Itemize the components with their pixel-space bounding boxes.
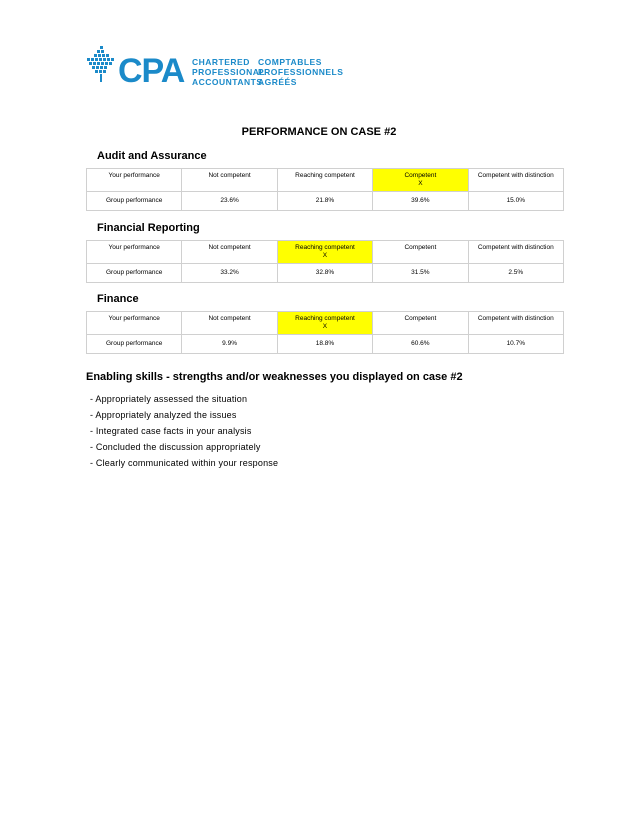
group-value: 21.8% (277, 192, 372, 211)
cpa-wordmark: CPA (118, 52, 185, 90)
group-value: 39.6% (373, 192, 468, 211)
group-value: 33.2% (182, 264, 277, 283)
group-performance-row (87, 335, 564, 354)
level-cell: Competent with distinction (468, 241, 563, 264)
your-performance-row (87, 169, 564, 192)
level-cell-selected: Competent X (373, 169, 468, 192)
group-performance-row (87, 192, 564, 211)
section-title-finance: Finance (97, 293, 139, 305)
row-label: Group performance (87, 264, 182, 283)
level-cell-selected: Reaching competent X (277, 241, 372, 264)
level-cell: Competent (373, 312, 468, 335)
group-value: 60.6% (373, 335, 468, 354)
cpa-logo (84, 44, 344, 96)
page-title: PERFORMANCE ON CASE #2 (241, 126, 397, 138)
logo-french-text: COMPTABLES PROFESSIONNELS AGRÉÉS (258, 57, 344, 87)
skill-item: - Appropriately assessed the situation (90, 394, 248, 404)
maple-leaf-icon (84, 44, 120, 94)
selected-mark: X (418, 180, 423, 187)
skill-item: - Integrated case facts in your analysis (90, 426, 252, 436)
skills-title: Enabling skills - strengths and/or weaknesses you displayed on case #2 (86, 371, 463, 383)
performance-table-financial-reporting (86, 240, 564, 283)
section-title-audit: Audit and Assurance (97, 150, 207, 162)
level-cell: Reaching competent (277, 169, 372, 192)
group-value: 15.0% (468, 192, 563, 211)
skill-item: - Concluded the discussion appropriately (90, 442, 261, 452)
row-label: Group performance (87, 335, 182, 354)
your-performance-row (87, 241, 564, 264)
group-value: 32.8% (277, 264, 372, 283)
row-label: Your performance (87, 169, 182, 192)
group-value: 2.5% (468, 264, 563, 283)
performance-table-audit (86, 168, 564, 211)
selected-mark: X (322, 252, 328, 259)
level-cell: Not competent (182, 241, 277, 264)
group-value: 10.7% (468, 335, 563, 354)
level-cell: Competent (373, 241, 468, 264)
level-cell: Not competent (182, 169, 277, 192)
group-value: 23.6% (182, 192, 277, 211)
level-cell: Competent with distinction (468, 169, 563, 192)
group-value: 18.8% (277, 335, 372, 354)
level-cell: Not competent (182, 312, 277, 335)
row-label: Group performance (87, 192, 182, 211)
group-performance-row (87, 264, 564, 283)
level-cell: Competent with distinction (468, 312, 563, 335)
row-label: Your performance (87, 312, 182, 335)
selected-mark: X (322, 323, 328, 330)
group-value: 31.5% (373, 264, 468, 283)
logo-english-text: CHARTERED PROFESSIONAL ACCOUNTANTS (192, 57, 266, 87)
skill-item: - Clearly communicated within your response (90, 458, 279, 468)
performance-table-finance (86, 311, 564, 354)
level-cell-selected: Reaching competent X (277, 312, 372, 335)
skills-list (90, 391, 278, 471)
group-value: 9.9% (182, 335, 277, 354)
section-title-financial-reporting: Financial Reporting (97, 222, 200, 234)
your-performance-row (87, 312, 564, 335)
row-label: Your performance (87, 241, 182, 264)
skill-item: - Appropriately analyzed the issues (90, 410, 237, 420)
